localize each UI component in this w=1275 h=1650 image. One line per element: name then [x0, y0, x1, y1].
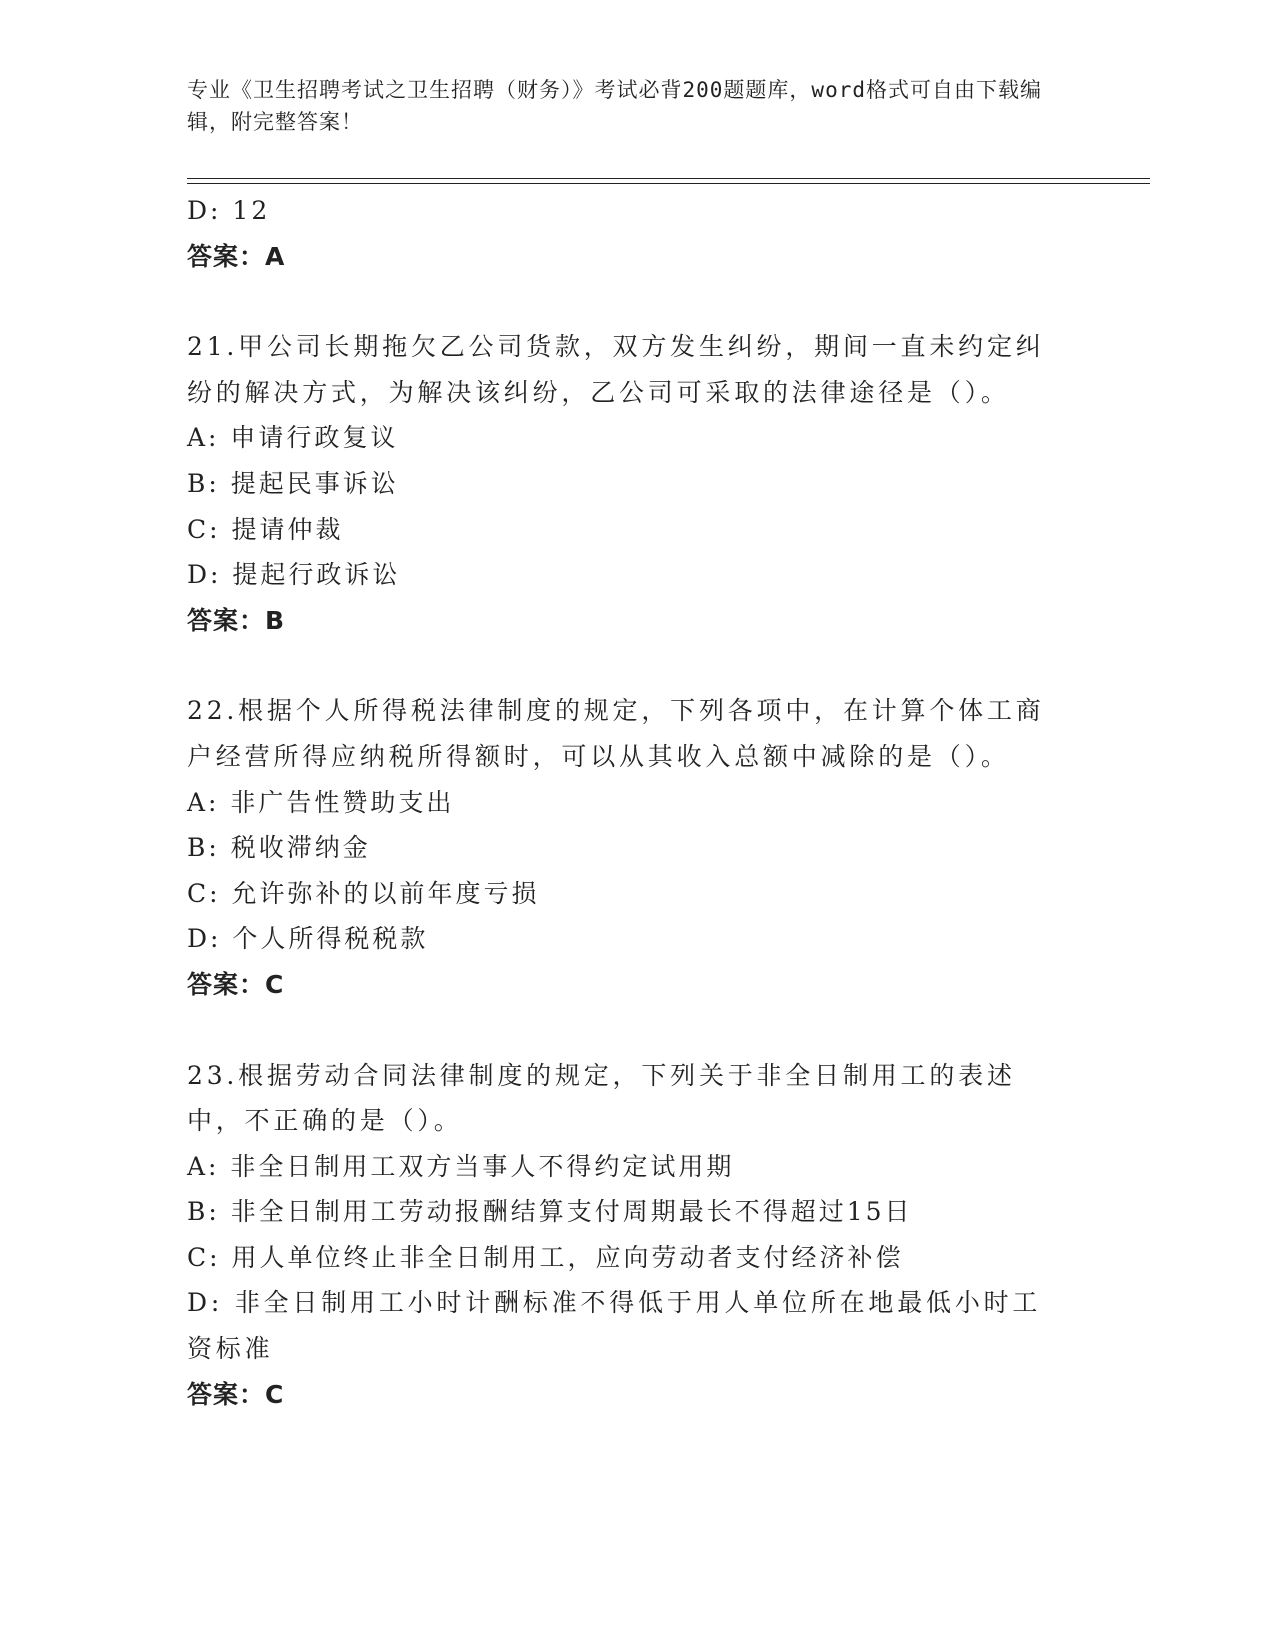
option-c: C: 提请仲裁: [187, 514, 344, 544]
option-d: D: 提起行政诉讼: [187, 560, 401, 590]
question-stem: 21.甲公司长期拖欠乙公司货款，双方发生纠纷，期间一直未约定纠纷的解决方式，为解决该纠纷，乙公司可采取的法律途径是（）。: [187, 332, 1045, 407]
option-b: B: 税收滞纳金: [187, 833, 371, 863]
question-23: [187, 1053, 1067, 1418]
answer: 答案：C: [187, 1379, 285, 1409]
question-stem: 23.根据劳动合同法律制度的规定，下列关于非全日制用工的表述中，不正确的是（）。: [187, 1060, 1016, 1136]
question-list: [187, 188, 1067, 1417]
option-a: A: 申请行政复议: [187, 423, 399, 453]
option-b: B: 非全日制用工劳动报酬结算支付周期最长不得超过15日: [187, 1197, 913, 1227]
page-header: 专业《卫生招聘考试之卫生招聘（财务）》考试必背200题题库，word格式可自由下载编辑，附完整答案！: [187, 78, 1042, 134]
previous-question-tail: [187, 188, 1067, 279]
option-b: B: 提起民事诉讼: [187, 468, 399, 498]
option-a: A: 非广告性赞助支出: [187, 787, 455, 817]
header-divider-top: [187, 178, 1150, 179]
option-a: A: 非全日制用工双方当事人不得约定试用期: [187, 1151, 735, 1181]
option-d: D: 个人所得税税款: [187, 924, 429, 954]
option-c: C: 用人单位终止非全日制用工，应向劳动者支付经济补偿: [187, 1242, 904, 1272]
answer: 答案：B: [187, 605, 286, 635]
question-22: [187, 688, 1067, 1007]
question-21: [187, 324, 1067, 643]
option-c: C: 允许弥补的以前年度亏损: [187, 878, 540, 908]
option-d: D: 12: [187, 196, 271, 225]
answer: 答案：C: [187, 969, 285, 999]
header-divider-bottom: [187, 183, 1150, 184]
option-d: D: 非全日制用工小时计酬标准不得低于用人单位所在地最低小时工资标准: [187, 1288, 1042, 1364]
answer: 答案：A: [187, 241, 286, 271]
question-stem: 22.根据个人所得税法律制度的规定，下列各项中，在计算个体工商户经营所得应纳税所得额时，可以从其收入总额中减除的是（）。: [187, 696, 1045, 771]
